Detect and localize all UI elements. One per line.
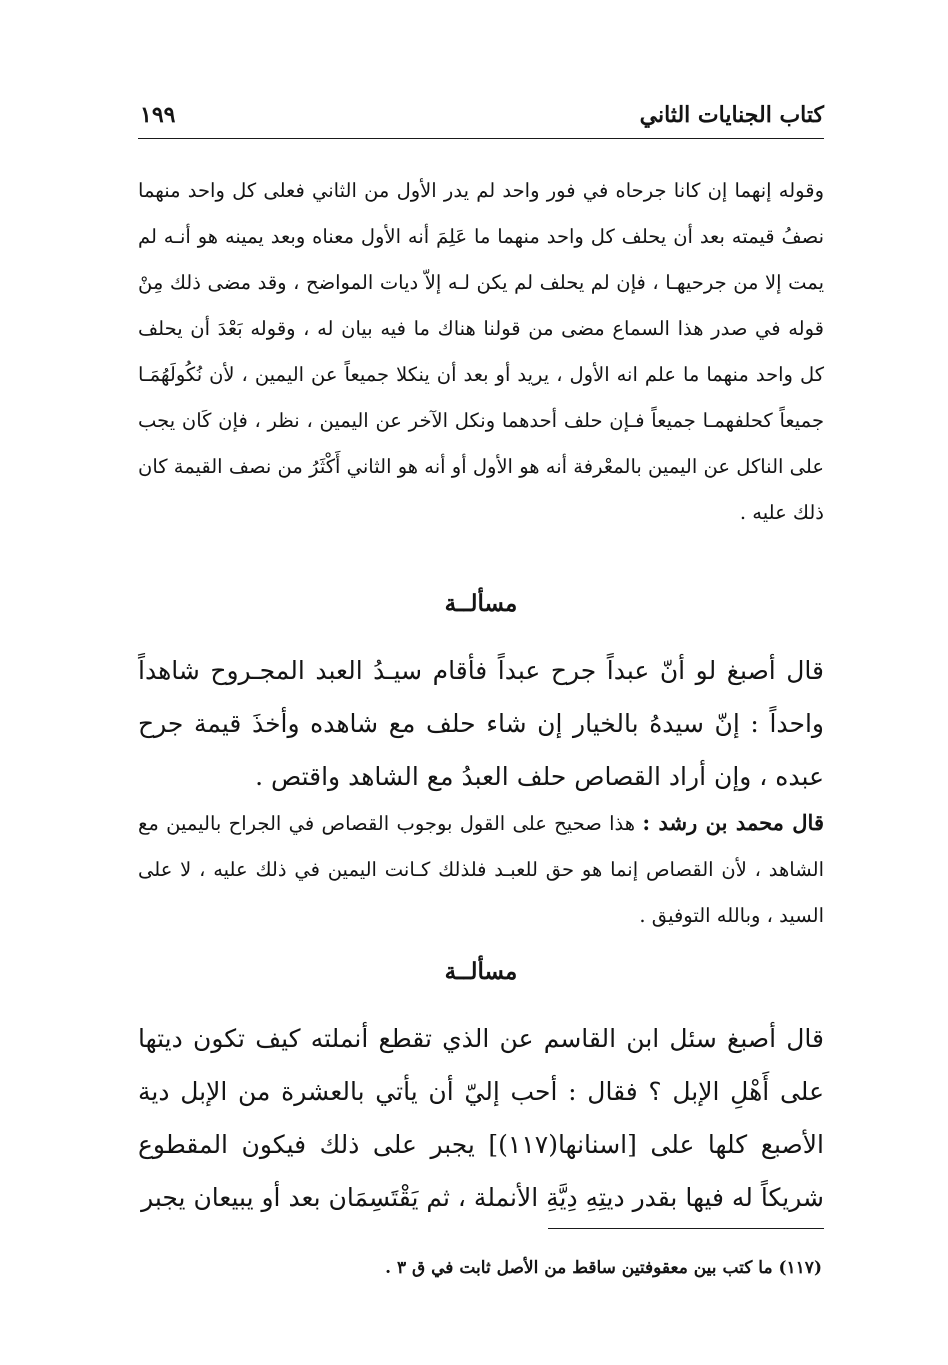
page-number: ١٩٩ [140, 102, 176, 128]
header-title: كتاب الجنايات الثاني [639, 102, 824, 128]
section-heading: مسألــة [444, 958, 518, 985]
section-heading: مسألــة [444, 590, 518, 617]
issue-text-paragraph: قال أصبغ لو أنّ عبداً جرح عبداً فأقام سيـدُ العبد المجـروح شاهداً واحداً : إنّ سيدهُ بالخيار إن شاء حلف مع شاهده وأخذَ قيمة جرح عبده ، وإن أراد القصاص حلف العبدُ مع الشاهد واقتص . [138, 656, 824, 791]
commentary-text: هذا صحيح على القول بوجوب القصاص في الجراح باليمين مع الشاهد ، لأن القصاص إنما هو حق للعبـد فلذلك كـانت اليمين في ذلك عليه ، لا على السيد ، وبالله التوفيق . [138, 812, 824, 927]
commentary-paragraph: وقوله إنهما إن كانا جرحاه في فور واحد لم يدر الأول من الثاني فعلى كل واحد منهما نصفُ قيمته بعد أن يحلف كل واحد منهما ما عَلِمَ أنه الأول معناه وبعد يمينه هو أنـه لم يمت إلا من جرحيهـا ، فإن لم يحلف لم يكن لـه إلاّ ديات المواضح ، وقد مضى ذلك مِنْ قوله في صدر هذا السماع مضى من قولنا هناك ما فيه بيان له ، وقوله بَعْدَ أن يحلف كل واحد منهما ما علم انه الأول ، يريد أو بعد أن ينكلا جميعاً عن اليمين ، لأن نُكُولَهُمَـا جميعاً كحلفهمـا جميعاً فـإن حلف أحدهما ونكل الآخر عن اليمين ، نظر ، فإن كَان يجب على الناكل عن اليمين بالمعْرفة أنه هو الأول أو أنه هو الثاني أَكْثَرُ من نصف القيمة كان ذلك عليه . [138, 179, 824, 524]
issue-text-paragraph: قال أصبغ سئل ابن القاسم عن الذي تقطع أنملته كيف تكون ديتها على أَهْلِ الإبل ؟ فقال : أحب إليّ أن يأتي بالعشرة من الإبل دية الأصبع كلها على [اسنانها(١١٧)] يجبر على ذلك فيكون المقطوع شريكاً له فيها بقدر ديتِهِ دِيَّةِ الأنملة ، ثم يَقْتَسِمَان بعد أو يبيعان يجبر [138, 1024, 824, 1212]
ibn-rushd-commentary [138, 800, 824, 939]
footnote-divider [548, 1228, 824, 1229]
footnote: (١١٧) ما كتب بين معقوفتين ساقط من الأصل ثابت في ق ٣ . [385, 1258, 822, 1278]
commentary-speaker: قال محمد بن رشد : [642, 810, 824, 835]
running-header [138, 96, 824, 139]
